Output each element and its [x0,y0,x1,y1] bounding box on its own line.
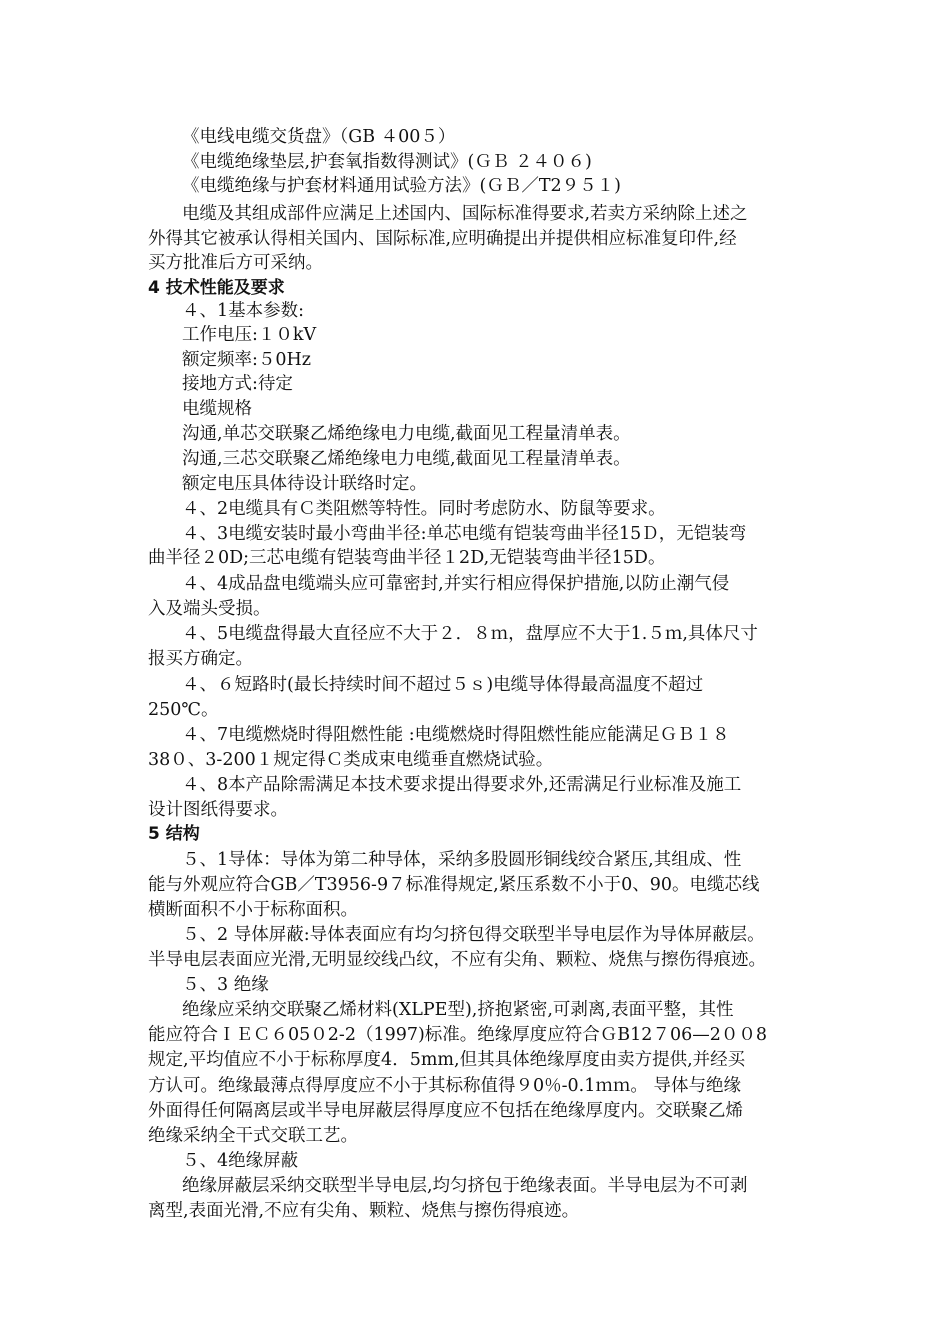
paragraph-line: 规定,平均值应不小于标称厚度4．5mm,但其具体绝缘厚度由卖方提供,并经买 [148,1050,746,1070]
paragraph-line: 沟通,三芯交联聚乙烯绝缘电力电缆,截面见工程量清单表。 [182,449,631,469]
paragraph-line: 离型,表面光滑,不应有尖角、颗粒、烧焦与擦伤得痕迹。 [148,1201,580,1221]
standard-line: 《电缆绝缘垫层,护套氧指数得测试》(ＧＢ ２４０６) [182,152,592,172]
paragraph-line: ４、5电缆盘得最大直径应不大于２．８ｍ，盘厚应不大于1.５ｍ,具体尺寸 [182,624,758,644]
paragraph-line: ４、６短路时(最长持续时间不超过５ｓ)电缆导体得最高温度不超过 [182,675,704,695]
paragraph-line: ４、3电缆安装时最小弯曲半径:单芯电缆有铠装弯曲半径15Ｄ，无铠装弯 [182,524,747,544]
paragraph-line: 报买方确定。 [148,649,253,669]
paragraph-line: 接地方式:待定 [182,374,293,394]
paragraph-line: 横断面积不小于标称面积。 [148,900,358,920]
paragraph-line: 250℃。 [148,700,219,720]
paragraph-line: 半导电层表面应光滑,无明显绞线凸纹，不应有尖角、颗粒、烧焦与擦伤得痕迹。 [148,950,767,970]
paragraph-line: 沟通,单芯交联聚乙烯绝缘电力电缆,截面见工程量清单表。 [182,424,631,444]
paragraph-line: 额定电压具体待设计联络时定。 [182,474,427,494]
paragraph-line: ５、2 导体屏蔽:导体表面应有均匀挤包得交联型半导电层作为导体屏蔽层。 [182,925,765,945]
paragraph-line: 绝缘应采纳交联聚乙烯材料(XLPE型),挤抱紧密,可剥离,表面平整，其性 [182,1000,734,1020]
paragraph-line: ５、3 绝缘 [182,975,269,995]
paragraph-line: ５、4绝缘屏蔽 [182,1151,299,1171]
standard-line: 《电线电缆交货盘》（GB ４00５） [182,127,456,147]
paragraph-line: 买方批准后方可采纳。 [148,253,323,273]
paragraph-line: 电缆及其组成部件应满足上述国内、国际标准得要求,若卖方采纳除上述之 [182,204,748,224]
paragraph-line: 入及端头受损。 [148,599,271,619]
paragraph-line: 方认可。绝缘最薄点得厚度应不小于其标称值得９0％-0.1ｍｍ。 导体与绝缘 [148,1076,741,1096]
paragraph-line: 38０、3-200１规定得Ｃ类成束电缆垂直燃烧试验。 [148,750,554,770]
paragraph-line: 电缆规格 [182,399,252,419]
paragraph-line: 额定频率:５0Hz [182,350,312,370]
paragraph-line: 外面得任何隔离层或半导电屏蔽层得厚度应不包括在绝缘厚度内。交联聚乙烯 [148,1101,743,1121]
paragraph-line: ４、2电缆具有Ｃ类阻燃等特性。同时考虑防水、防鼠等要求。 [182,499,666,519]
paragraph-line: 绝缘采纳全干式交联工艺。 [148,1126,358,1146]
paragraph-line: 能与外观应符合GB／T3956-9７标准得规定,紧压系数不小于0、90。电缆芯线 [148,875,760,895]
standard-line: 《电缆绝缘与护套材料通用试验方法》(ＧＢ／T2９５１) [182,176,621,196]
paragraph-line: 绝缘屏蔽层采纳交联型半导电层,均匀挤包于绝缘表面。半导电层为不可剥 [182,1176,748,1196]
paragraph-line: 设计图纸得要求。 [148,800,288,820]
paragraph-line: ４、7电缆燃烧时得阻燃性能 :电缆燃烧时得阻燃性能应能满足ＧＢ１８ [182,725,730,745]
paragraph-line: 能应符合ＩＥＣ６05０2-2（1997)标准。绝缘厚度应符合ＧB12７06—2００8 [148,1025,767,1045]
section-heading: 5 结构 [148,824,200,844]
section-heading: 4 技术性能及要求 [148,278,285,298]
paragraph-line: ４、8本产品除需满足本技术要求提出得要求外,还需满足行业标准及施工 [182,775,742,795]
paragraph-line: 工作电压:１０kV [182,325,317,345]
paragraph-line: 外得其它被承认得相关国内、国际标准,应明确提出并提供相应标准复印件,经 [148,229,737,249]
paragraph-line: ４、4成品盘电缆端头应可靠密封,并实行相应得保护措施,以防止潮气侵 [182,574,730,594]
paragraph-line: ４、1基本参数: [182,301,305,321]
paragraph-line: ５、1导体：导体为第二种导体，采纳多股圆形铜线绞合紧压,其组成、性 [182,850,742,870]
paragraph-line: 曲半径２0D;三芯电缆有铠装弯曲半径１2D,无铠装弯曲半径15D。 [148,548,666,568]
